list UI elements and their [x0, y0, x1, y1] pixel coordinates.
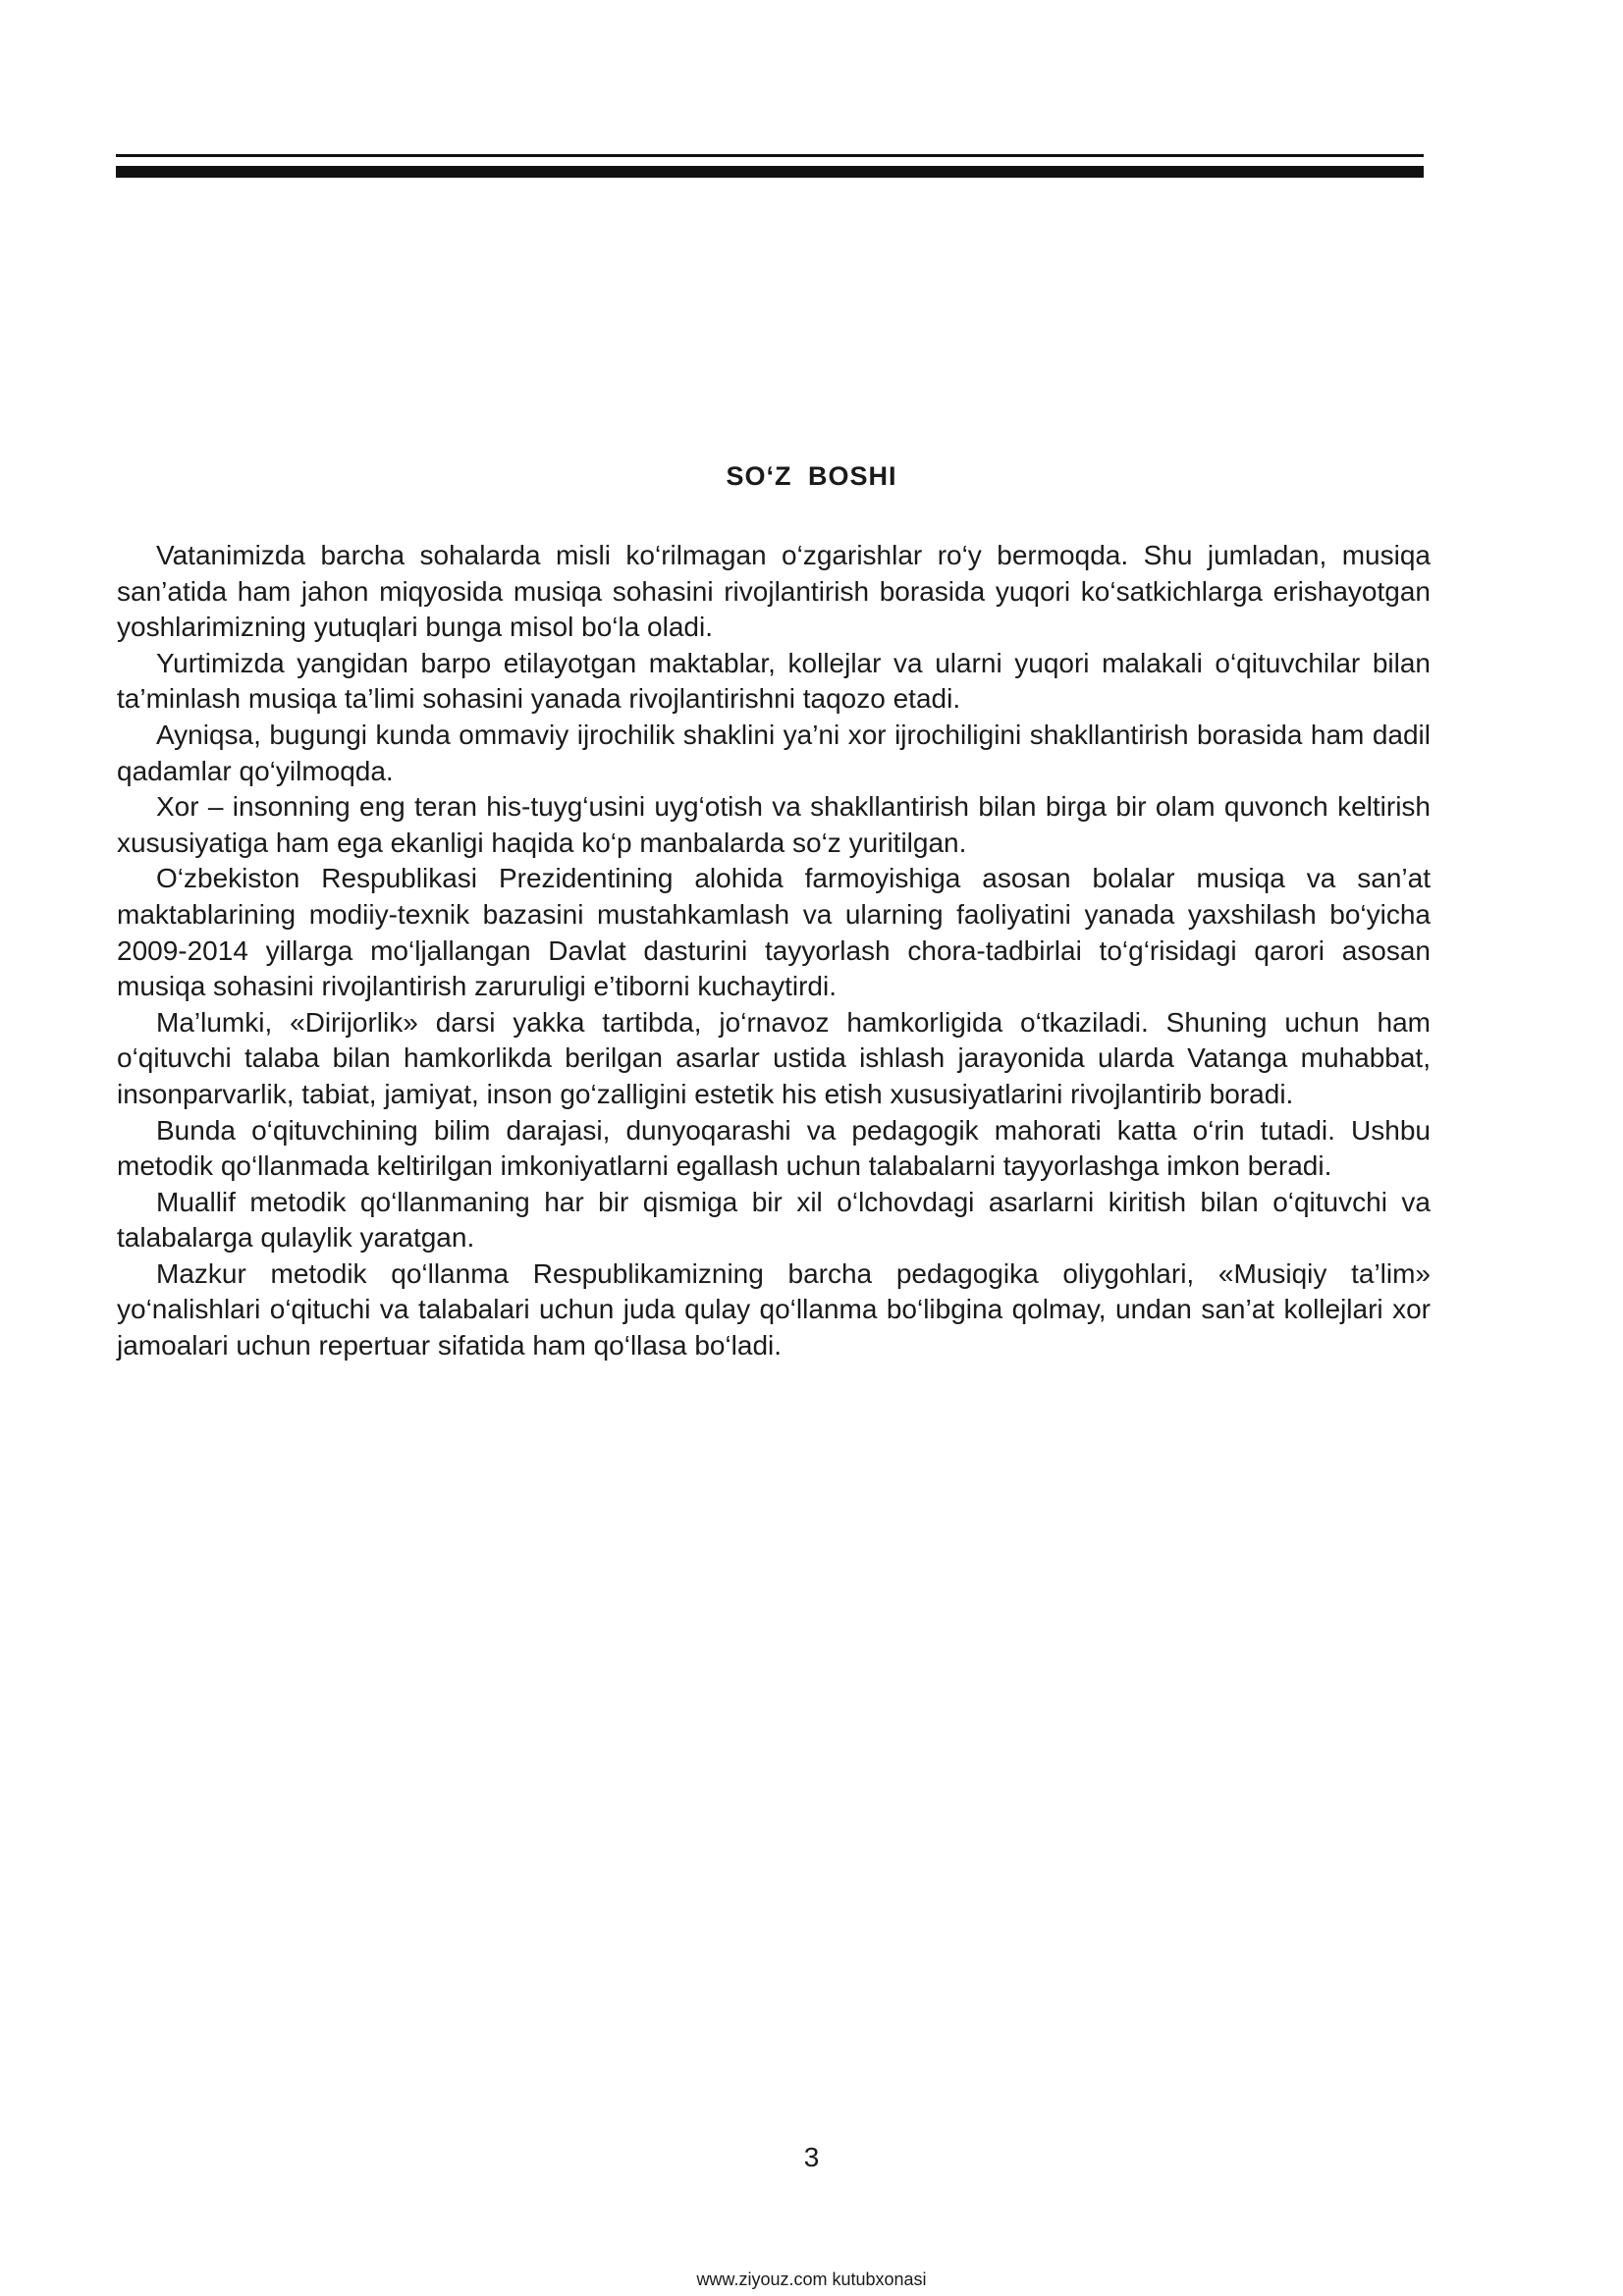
header-rule-thin	[116, 154, 1424, 157]
paragraph: Ayniqsa, bugungi kunda ommaviy ijrochilik shaklini ya’ni xor ijrochiligini shakllantirish borasida ham dadil qadamlar qo‘yilmoqda.	[117, 719, 1431, 786]
footer-source: www.ziyouz.com kutubxonasi	[696, 2269, 927, 2289]
section-title: SO‘Z BOSHI	[726, 461, 897, 491]
paragraph: Xor – insonning eng teran his-tuyg‘usini uyg‘otish va shakllantirish bilan birga bir olam quvonch keltirish xususiyatiga ham ega ekanligi haqida ko‘p manbalarda so‘z yuritilgan.	[117, 791, 1431, 858]
header-rule-thick	[116, 166, 1424, 178]
paragraph: Yurtimizda yangidan barpo etilayotgan maktablar, kollejlar va ularni yuqori malakali o‘qituvchilar bilan ta’minlash musiqa ta’limi sohasini yanada rivojlantirishni taqozo etadi.	[117, 647, 1431, 715]
paragraph: Bunda o‘qituvchining bilim darajasi, dunyoqarashi va pedagogik mahorati katta o‘rin tutadi. Ushbu metodik qo‘llanmada keltirilgan imkoniyatlarni egallash uchun talabalarni tayyorlashga imkon beradi.	[117, 1114, 1431, 1182]
paragraph: Muallif metodik qo‘llanmaning har bir qismiga bir xil o‘lchovdagi asarlarni kiritish bilan o‘qituvchi va talabalarga qulaylik yaratgan.	[117, 1186, 1431, 1254]
paragraph: O‘zbekiston Respublikasi Prezidentining alohida farmoyishiga asosan bolalar musiqa va san’at maktablarining modiiy-texnik bazasini mustahkamlash va ularning faoliyatini yanada yaxshilash bo‘yicha 2009-2014 yillarga mo‘ljallangan Davlat dasturini tayyorlash chora-tadbirlai to‘g‘risidagi qarori asosan musiqa sohasini rivojlantirish zaruruligi e’tiborni kuchaytirdi.	[117, 863, 1431, 1002]
body-text	[117, 538, 1431, 1364]
paragraph: Mazkur metodik qo‘llanma Respublikamizning barcha pedagogika oliygohlari, «Musiqiy ta’lim» yo‘nalishlari o‘qituchi va talabalari uchun juda qulay qo‘llanma bo‘libgina qolmay, undan san’at kollejlari xor jamoalari uchun repertuar sifatida ham qo‘llasa bo‘ladi.	[117, 1257, 1431, 1362]
paragraph: Vatanimizda barcha sohalarda misli ko‘rilmagan o‘zgarishlar ro‘y bermoqda. Shu jumladan, musiqa san’atida ham jahon miqyosida musiqa sohasini rivojlantirish borasida yuqori ko‘satkichlarga erishayotgan yoshlarimizning yutuqlari bunga misol bo‘la oladi.	[117, 540, 1431, 643]
paragraph: Ma’lumki, «Dirijorlik» darsi yakka tartibda, jo‘rnavoz hamkorligida o‘tkaziladi. Shuning uchun ham o‘qituvchi talaba bilan hamkorlikda berilgan asarlar ustida ishlash jarayonida ularda Vatanga muhabbat, insonparvarlik, tabiat, jamiyat, inson go‘zalligini estetik his etish xususiyatlarini rivojlantirib boradi.	[117, 1006, 1431, 1109]
page-number: 3	[803, 2142, 820, 2172]
